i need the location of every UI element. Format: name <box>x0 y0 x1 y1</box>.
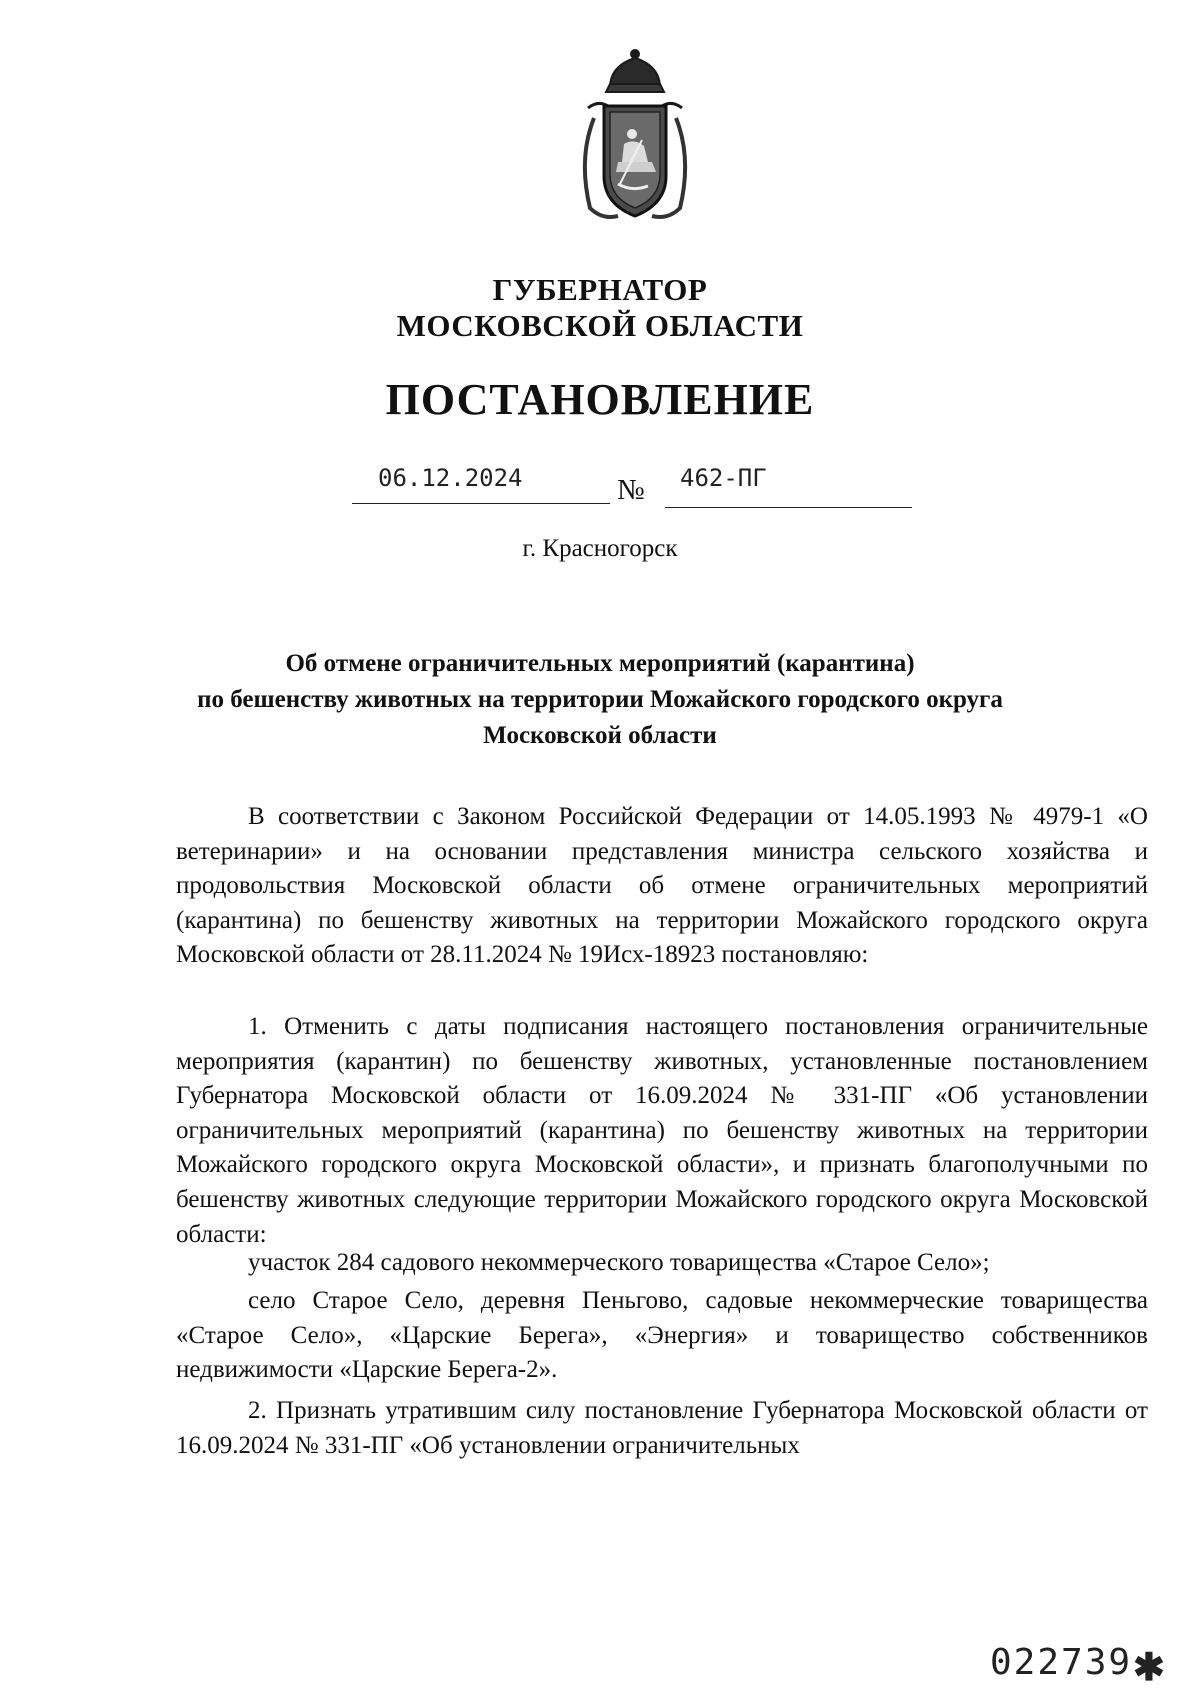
clause-2-paragraph: 2. Признать утратившим силу постановление Губернатора Московской области от 16.09.2024 № 331-ПГ «Об установлении ограничительных <box>176 1397 1148 1459</box>
territory-item-1: участок 284 садового некоммерческого товарищества «Старое Село»; <box>248 1249 990 1276</box>
number-sign: № <box>617 474 645 506</box>
clause-1-paragraph: 1. Отменить с даты подписания настоящего постановления ограничительные мероприятия (карантин) по бешенству животных, установленные постановлением Губернатора Московской области от 16.09.2024 № 331-ПГ «Об установлении ограничительных мероприятий (карантина) по бешенству животных на территории Можайского городского округа Московской области», и признать благополучными по бешенству животных следующие территории Можайского городского округа Московской области: <box>176 1013 1148 1248</box>
serial-mark-icon: ✱ <box>1133 1647 1165 1689</box>
document-title-line-1: Об отмене ограничительных мероприятий (карантина) <box>285 650 915 677</box>
document-date: 06.12.2024 <box>378 464 523 492</box>
issue-city: г. Красногорск <box>522 535 678 562</box>
issuer-title: ГУБЕРНАТОР <box>492 272 708 307</box>
coat-of-arms-emblem <box>572 48 698 224</box>
issuer-region: МОСКОВСКОЙ ОБЛАСТИ <box>396 308 804 343</box>
document-type-heading: ПОСТАНОВЛЕНИЕ <box>385 375 815 424</box>
document-title-line-2: по бешенству животных на территории Можайского городского округа <box>197 686 1003 713</box>
serial-number: 022739 <box>990 1642 1133 1683</box>
territory-item-2: село Старое Село, деревня Пеньгово, садовые некоммерческие товарищества «Старое Село», «Царские Берега», «Энергия» и товарищество собственников недвижимости «Царские Берега-2». <box>176 1287 1148 1384</box>
date-underline <box>352 503 610 504</box>
document-title-line-3: Московской области <box>483 722 717 749</box>
number-underline <box>665 507 912 508</box>
preamble-paragraph: В соответствии с Законом Российской Федерации от 14.05.1993 № 4979-1 «О ветеринарии» и на основании представления министра сельского хозяйства и продовольствия Московской области об отмене ограничительных мероприятий (карантина) по бешенству животных на территории Можайского городского округа Московской области от 28.11.2024 № 19Исх-18923 постановляю: <box>176 803 1148 969</box>
document-number: 462-ПГ <box>680 464 767 492</box>
